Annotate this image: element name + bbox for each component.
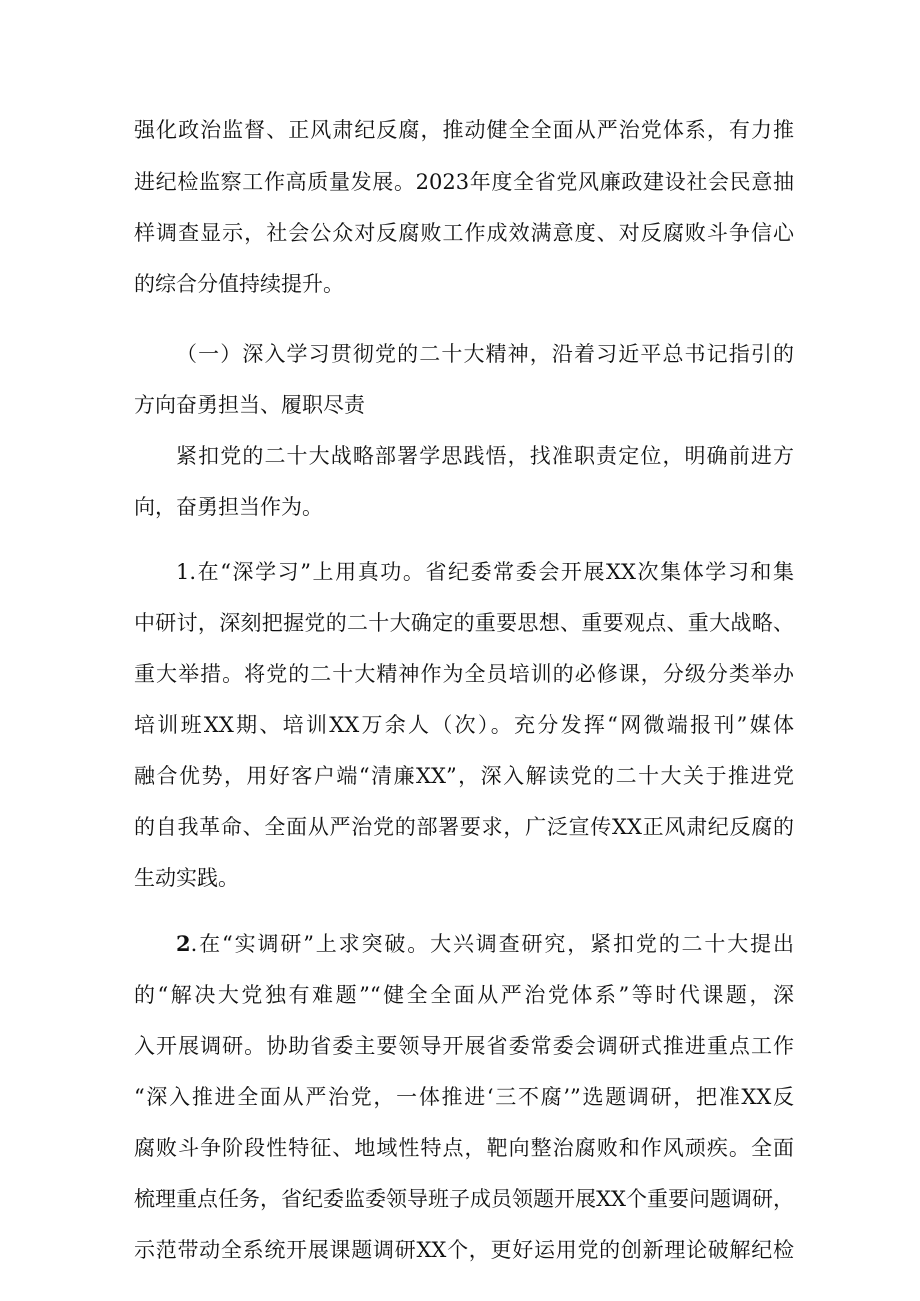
section-intro-line-2: 向，奋勇担当作为。: [134, 495, 323, 519]
item-1-line-7: 生动实践。: [134, 866, 239, 890]
item-2-line-2: 的“解决大党独有难题”“健全全面从严治党体系”等时代课题，深: [134, 983, 794, 1007]
item-1-line-5: 融合优势，用好客户端“清廉XX”，深入解读党的二十大关于推进党: [134, 764, 794, 788]
item-2-line-6: 梳理重点任务，省纪委监委领导班子成员领题开展XX个重要问题调研，: [134, 1187, 794, 1211]
item-1-line-3: 重大举措。将党的二十大精神作为全员培训的必修课，分级分类举办: [134, 662, 794, 686]
item-2-line-3: 入开展调研。协助省委主要领导开展省委常委会调研式推进重点工作: [134, 1034, 794, 1058]
intro-line-4: 的综合分值持续提升。: [134, 272, 344, 296]
item-1-line-6: 的自我革命、全面从严治党的部署要求，广泛宣传XX正风肃纪反腐的: [134, 815, 794, 839]
item-2-line-1-text: .在“实调研”上求突破。大兴调查研究，紧扣党的二十大提出: [190, 932, 794, 956]
item-2-line-1: [176, 930, 794, 958]
item-1-line-4: 培训班XX期、培训XX万余人（次）。充分发挥“网微端报刊”媒体: [134, 713, 794, 737]
item-2-line-5: 腐败斗争阶段性特征、地域性特点，靶向整治腐败和作风顽疾。全面: [134, 1136, 794, 1160]
item-2-line-4: “深入推进全面从严治党，一体推进‘三不腐’”选题调研，把准XX反: [134, 1085, 794, 1109]
item-1-line-1: 1.在“深学习”上用真功。省纪委常委会开展XX次集体学习和集: [176, 560, 794, 584]
item-2-number: 2: [176, 931, 191, 956]
intro-line-3: 样调查显示，社会公众对反腐败工作成效满意度、对反腐败斗争信心: [134, 221, 794, 245]
item-2-line-7: 示范带动全系统开展课题调研XX个，更好运用党的创新理论破解纪检: [134, 1238, 794, 1262]
section-heading-line-1: （一）深入学习贯彻党的二十大精神，沿着习近平总书记指引的: [176, 342, 794, 366]
section-intro-line-1: 紧扣党的二十大战略部署学思践悟，找准职责定位，明确前进方: [176, 444, 794, 468]
intro-line-1: 强化政治监督、正风肃纪反腐，推动健全全面从严治党体系，有力推: [134, 118, 794, 142]
intro-line-2: 进纪检监察工作高质量发展。2023年度全省党风廉政建设社会民意抽: [134, 170, 794, 194]
section-heading-line-2: 方向奋勇担当、履职尽责: [134, 393, 365, 417]
item-1-line-2: 中研讨，深刻把握党的二十大确定的重要思想、重要观点、重大战略、: [134, 611, 794, 635]
